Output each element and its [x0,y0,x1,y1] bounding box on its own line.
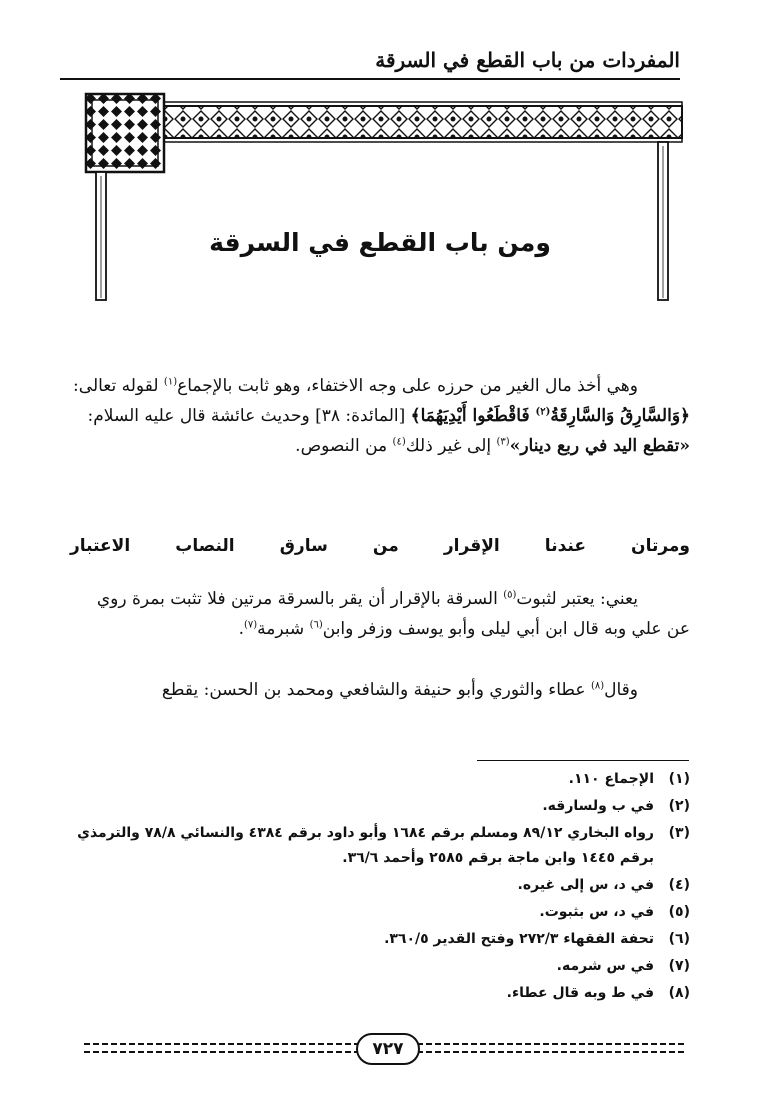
footnote-text: في ب ولسارقه. [542,798,654,814]
text-run: لقوله تعالى: [73,376,164,396]
footnote [70,953,690,980]
page-footer [84,1033,684,1067]
footnote-text: الإجماع ١١٠. [568,771,654,787]
footnote-number: (٤) [668,877,690,893]
text-run: شبرمة [257,619,310,639]
footnotes [70,766,690,1007]
footnote-marker[interactable]: (٧) [243,619,258,631]
page-number: ٧٢٧ [356,1033,420,1065]
footnote-rule [477,760,689,761]
footnote-number: (٣) [668,825,690,841]
footnote-marker[interactable]: (١) [163,376,178,388]
header-rule [60,78,680,80]
footnote-text: في د، س إلى غيره. [517,877,654,893]
paragraph-1 [70,371,690,461]
running-title: المفردات من باب القطع في السرقة [375,48,680,72]
footnote-number: (٦) [668,931,690,947]
footnote-text: في ط وبه قال عطاء. [506,985,654,1001]
text-run: [المائدة: ٣٨] وحديث عائشة قال عليه السلام: [87,406,411,426]
footnote-marker[interactable]: (٦) [309,619,323,631]
footnote [70,793,690,820]
text-run: من النصوص. [295,436,393,456]
text-run: فَاقْطَعُوا أَيْدِيَهُمَا﴾ [410,406,536,426]
ornamental-frame [84,92,686,304]
verse-heading [70,536,690,576]
text-run: ﴿وَالسَّارِقُ وَالسَّارِقَةُ [550,406,690,426]
footnote-number: (٥) [668,904,690,920]
footnote-number: (٨) [668,985,690,1001]
paragraph-3 [70,675,690,705]
text-run: . [238,619,244,639]
corner-medallion [86,94,164,172]
text-run: وقال [604,680,638,700]
footnote-text: في د، س بثبوت. [539,904,654,920]
ornament-band [86,106,682,138]
section-title: ومن باب القطع في السرقة [209,228,551,257]
footnote-marker[interactable]: (٥) [503,589,517,601]
footnote-number: (٢) [668,798,690,814]
footnote-text: رواه البخاري ٨٩/١٢ ومسلم برقم ١٦٨٤ وأبو داود برقم ٤٣٨٤ والنسائي ٧٨/٨ والترمذي برقم ١٤٤٥ وابن ماجة برقم ٢٥٨٥ وأحمد ٣٦/٦. [77,825,654,866]
text-run: يعني: يعتبر لثبوت [516,589,638,609]
footnote [70,980,690,1007]
footnote [70,766,690,793]
footnote [70,820,690,872]
footnote [70,872,690,899]
text-run: إلى غير ذلك [405,436,497,456]
footnote-text: في س شرمه. [556,958,654,974]
footnote-marker[interactable]: (٨) [590,680,605,692]
hadith-quote: «تقطع اليد في ربع دينار» [509,436,690,456]
text-run: وهي أخذ مال الغير من حرزه على وجه الاختفاء، وهو ثابت بالإجماع [177,376,638,396]
footnote-marker[interactable]: (٤) [392,436,406,448]
hemistich-2: من سارق النصاب الاعتبار [70,536,399,556]
footnote-number: (٧) [668,958,690,974]
hemistich-1: ومرتان عندنا الإقرار [443,536,691,556]
footnote-number: (١) [668,771,690,787]
text-run: السرقة بالإقرار أن يقر بالسرقة مرتين فلا تثبت بمرة روي عن علي وبه قال ابن أبي ليلى وأبو يوسف وزفر وابن [96,589,690,639]
footnote-marker[interactable]: (٢) [535,406,551,418]
text-run: عطاء والثوري وأبو حنيفة والشافعي ومحمد بن الحسن: يقطع [161,680,591,700]
footnote-text: تحفة الفقهاء ٢٧٢/٣ وفتح القدير ٣٦٠/٥. [384,931,654,947]
paragraph-2 [70,584,690,644]
footnote [70,926,690,953]
running-header [60,44,680,80]
quran-verse [411,406,690,426]
footnote [70,899,690,926]
footnote-marker[interactable]: (٣) [496,436,510,448]
